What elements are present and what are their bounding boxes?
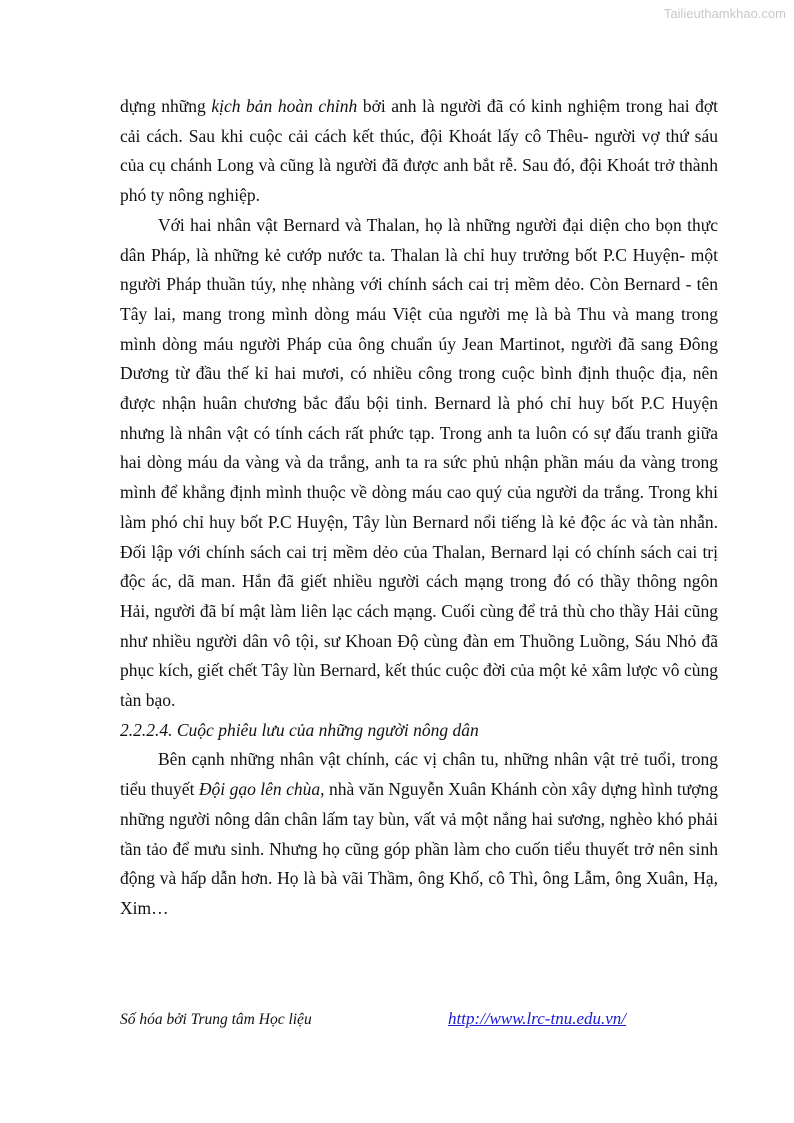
paragraph-peasants bbox=[120, 745, 718, 923]
paragraph-text: dựng những bbox=[120, 96, 212, 116]
document-body bbox=[120, 92, 718, 924]
footer-credit: Số hóa bởi Trung tâm Học liệu bbox=[120, 1011, 312, 1028]
paragraph-text: Bên cạnh những nhân vật chính, các vị chân tu, những nhân vật trẻ tuổi, trong tiểu thuyết bbox=[120, 749, 718, 800]
section-heading: 2.2.2.4. Cuộc phiêu lưu của những người nông dân bbox=[120, 719, 479, 740]
watermark: Tailieuthamkhao.com bbox=[663, 6, 786, 21]
emphasis-text: kịch bản hoàn chỉnh bbox=[211, 96, 358, 116]
paragraph-text: nhà văn Nguyễn Xuân Khánh còn xây dựng hình tượng những người nông dân chân lấm tay bùn, vất vả một nắng hai sương, nghèo khó phải tần tảo để mưu sinh. Nhưng họ cũng góp phần làm cho cuốn tiểu thuyết trở nên sinh động và hấp dẫn hơn. Họ là bà vãi Thầm, ông Khố, cô Thì, ông Lẫm, ông Xuân, Hạ, Xim… bbox=[120, 779, 718, 918]
book-title: Đội gạo lên chùa, bbox=[198, 779, 325, 800]
paragraph-bernard-thalan: Với hai nhân vật Bernard và Thalan, họ là những người đại diện cho bọn thực dân Pháp, là những kẻ cướp nước ta. Thalan là chỉ huy trưởng bốt P.C Huyện- một người Pháp thuần túy, nhẹ nhàng với chính sách cai trị mềm dẻo. Còn Bernard - tên Tây lai, mang trong mình dòng máu Việt của người mẹ là bà Thu và mang trong mình dòng máu người Pháp của ông chuẩn úy Jean Martinot, người đã sang Đông Dương từ đầu thế kỉ hai mươi, có nhiều công trong cuộc bình định thuộc địa, nên được nhận huân chương bắc đẩu bội tinh. Bernard là phó chỉ huy bốt P.C Huyện nhưng là nhân vật có tính cách rất phức tạp. Trong anh ta luôn có sự đấu tranh giữa hai dòng máu da vàng và da trắng, anh ta ra sức phủ nhận phần máu da vàng trong mình để khẳng định mình thuộc về dòng máu cao quý của người da trắng. Trong khi làm phó chỉ huy bốt P.C Huyện, Tây lùn Bernard nổi tiếng là kẻ độc ác và tàn nhẫn. Đối lập với chính sách cai trị mềm dẻo của Thalan, Bernard lại có chính sách cai trị độc ác, dã man. Hắn đã giết nhiều người cách mạng trong đó có thầy thông ngôn Hải, người đã bí mật làm liên lạc cách mạng. Cuối cùng để trả thù cho thầy Hải cũng như nhiều người dân vô tội, sư Khoan Độ cùng đàn em Thuồng Luồng, Sáu Nhỏ đã phục kích, giết chết Tây lùn Bernard, kết thúc cuộc đời của một kẻ xâm lược vô cùng tàn bạo. bbox=[120, 214, 718, 711]
paragraph-text: bởi anh là người đã có kinh nghiệm trong hai đợt cải cách. Sau khi cuộc cải cách kết thúc, đội Khoát lấy cô Thêu- người vợ thứ sáu của cụ chánh Long và cũng là người đã được anh bắt rễ. Sau đó, đội Khoát trở thành phó ty nông nghiệp. bbox=[120, 96, 719, 206]
paragraph-continuation bbox=[120, 92, 718, 211]
footer-link[interactable]: http://www.lrc-tnu.edu.vn/ bbox=[448, 1009, 627, 1028]
